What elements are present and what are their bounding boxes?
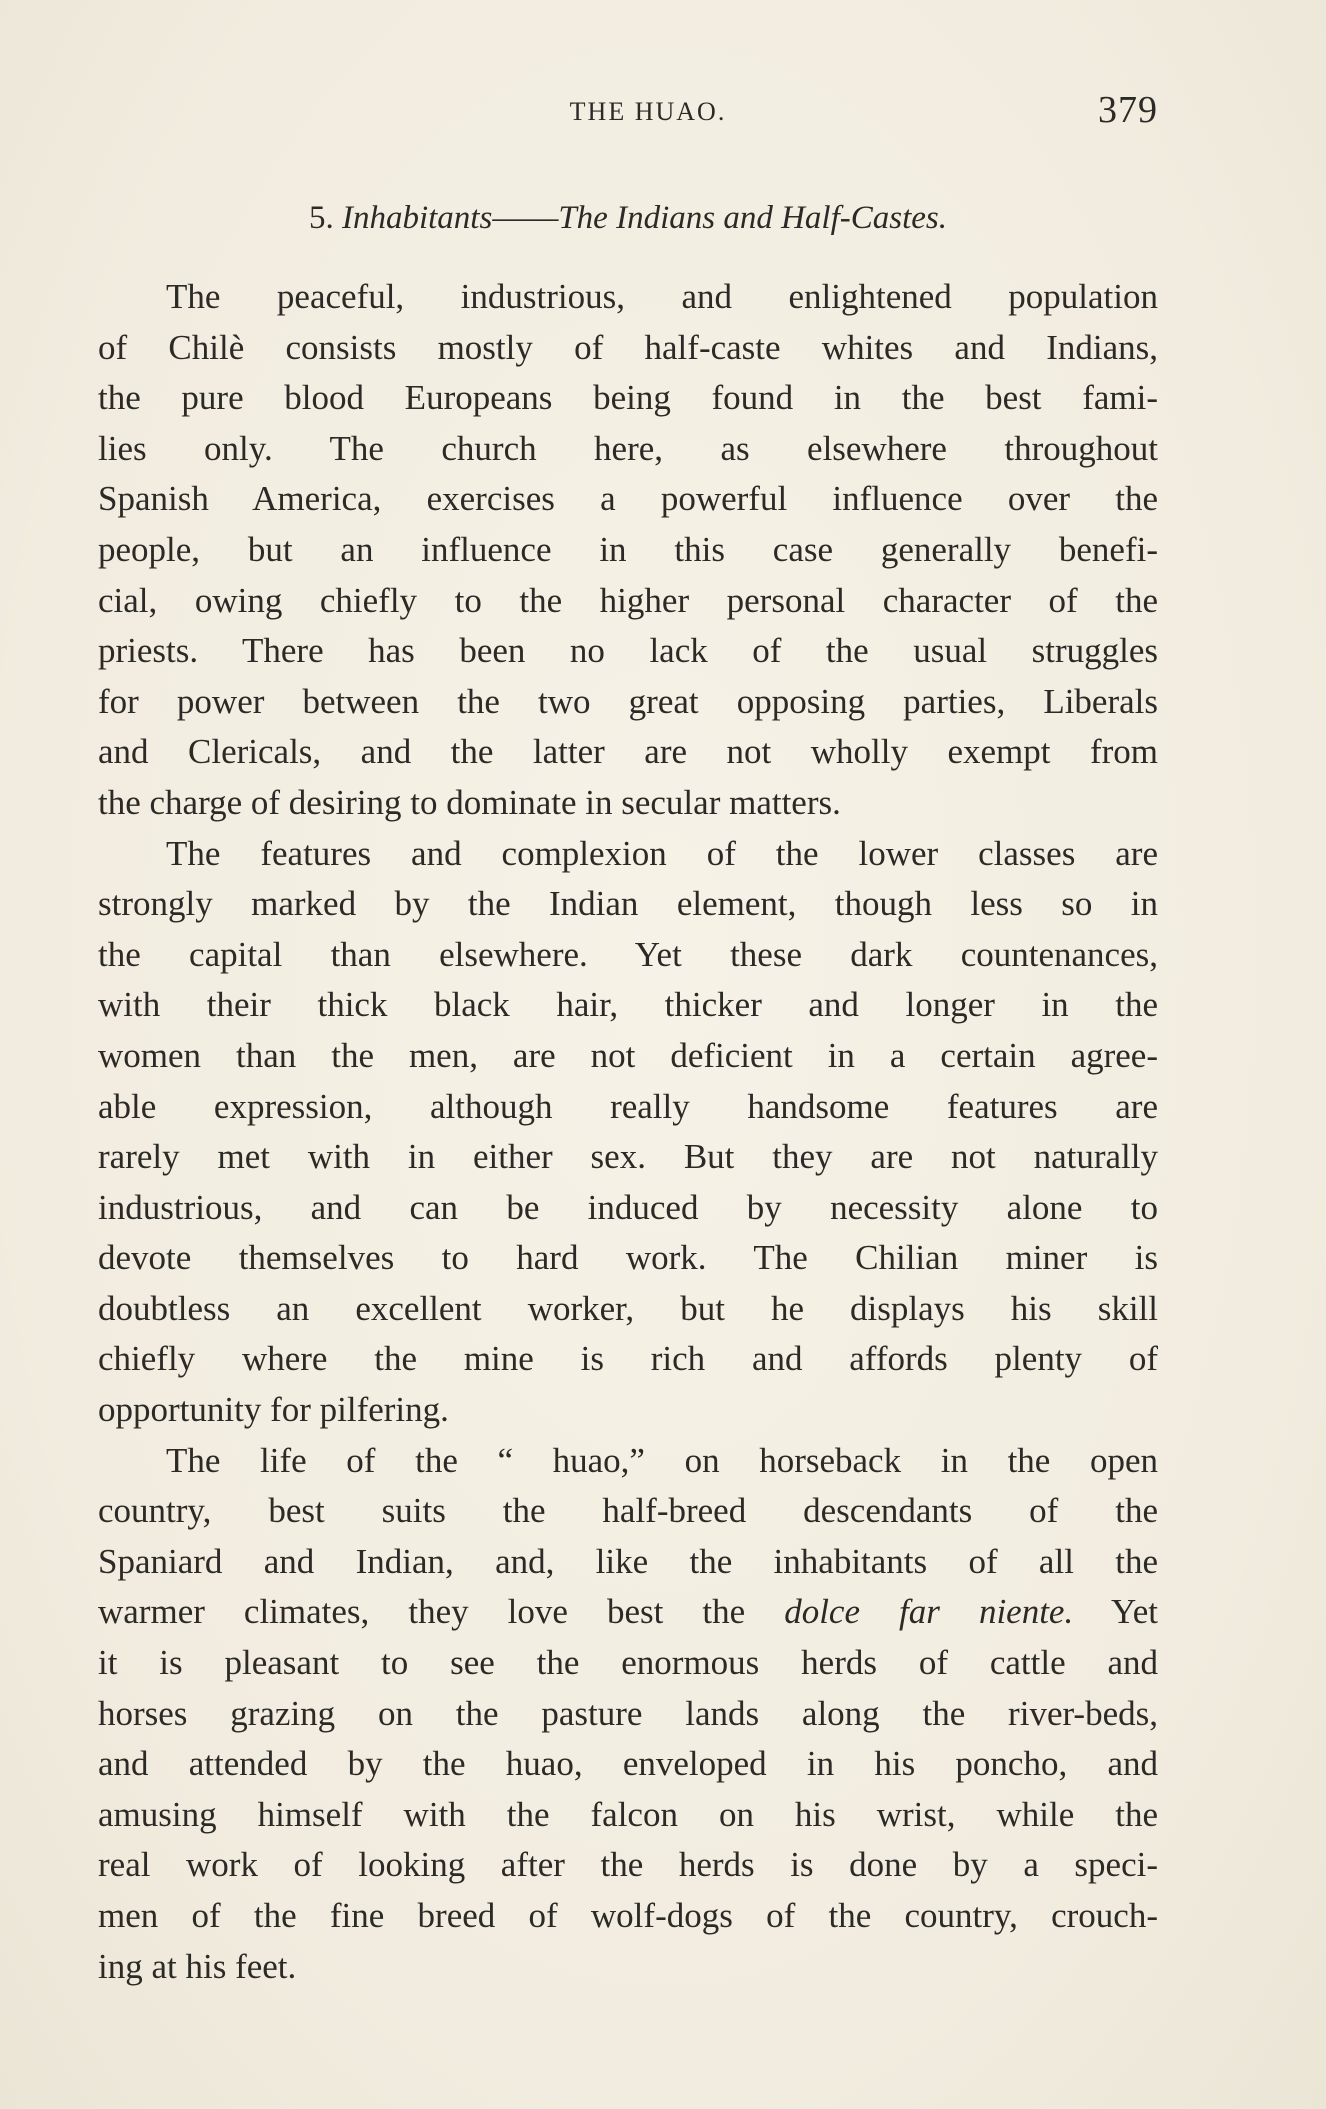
- paragraph-2: [98, 829, 1158, 1436]
- text-line: men of the fine breed of wolf-dogs of the country, crouch-: [98, 1896, 1158, 1935]
- text-line: Spaniard and Indian, and, like the inhabitants of all the: [98, 1541, 1158, 1581]
- text-line: real work of looking after the herds is done by a speci-: [98, 1845, 1158, 1885]
- text-line: the pure blood Europeans being found in the best fami-: [98, 378, 1158, 418]
- page-number: 379: [1098, 89, 1158, 131]
- text-line: ing at his feet.: [98, 1946, 297, 1986]
- text-line: Spanish America, exercises a powerful influence over the: [98, 479, 1158, 519]
- text-line: the charge of desiring to dominate in secular matters.: [98, 782, 841, 822]
- text-line: chiefly where the mine is rich and affords plenty of: [98, 1339, 1158, 1379]
- text-line: for power between the two great opposing parties, Liberals: [98, 681, 1158, 721]
- body-text: [98, 272, 1158, 1992]
- text-line: horses grazing on the pasture lands along the river-beds,: [98, 1693, 1158, 1733]
- section-title-dash: ——: [492, 200, 559, 236]
- text-line: women than the men, are not deficient in a certain agree-: [98, 1035, 1158, 1075]
- text-fragment: Yet: [1073, 1592, 1158, 1632]
- text-line: opportunity for pilfering.: [98, 1390, 449, 1430]
- paragraph-3: [98, 1436, 1158, 1993]
- text-line: able expression, although really handsome features are: [98, 1086, 1158, 1126]
- text-line: The peaceful, industrious, and enlightened population: [166, 277, 1158, 316]
- text-line: lies only. The church here, as elsewhere throughout: [98, 428, 1158, 468]
- italic-phrase: dolce far niente.: [784, 1592, 1074, 1632]
- text-line: country, best suits the half-breed descendants of the: [98, 1491, 1158, 1531]
- text-line: The features and complexion of the lower classes are: [166, 833, 1158, 873]
- text-line: and attended by the huao, enveloped in his poncho, and: [98, 1744, 1158, 1784]
- text-line: with their thick black hair, thicker and longer in the: [98, 985, 1158, 1025]
- text-line: the capital than elsewhere. Yet these dark countenances,: [98, 934, 1158, 974]
- running-title: THE HUAO.: [569, 97, 727, 126]
- text-line: devote themselves to hard work. The Chilian miner is: [98, 1238, 1158, 1278]
- text-line: doubtless an excellent worker, but he displays his skill: [98, 1288, 1158, 1328]
- text-line: amusing himself with the falcon on his wrist, while the: [98, 1794, 1158, 1834]
- text-line: people, but an influence in this case generally benefi-: [98, 529, 1158, 569]
- text-line: strongly marked by the Indian element, though less so in: [98, 884, 1158, 924]
- text-line-with-italic: [98, 1587, 1158, 1638]
- text-fragment: warmer climates, they love best the: [98, 1592, 785, 1632]
- running-head: [98, 89, 1158, 132]
- section-number: 5.: [308, 200, 334, 236]
- text-line: and Clericals, and the latter are not wholly exempt from: [98, 732, 1158, 772]
- text-line: The life of the “ huao,” on horseback in the open: [166, 1440, 1158, 1480]
- text-line: rarely met with in either sex. But they are not naturally: [98, 1137, 1158, 1177]
- section-title-part2: The Indians and Half-Castes.: [558, 200, 947, 236]
- text-line: industrious, and can be induced by necessity alone to: [98, 1187, 1158, 1227]
- text-line: of Chilè consists mostly of half-caste whites and Indians,: [98, 327, 1158, 367]
- text-line: priests. There has been no lack of the usual struggles: [98, 631, 1158, 671]
- section-title-part1: Inhabitants: [341, 200, 493, 236]
- text-line: it is pleasant to see the enormous herds of cattle and: [98, 1643, 1158, 1683]
- paragraph-1: [98, 272, 1158, 829]
- section-heading: [98, 196, 1158, 240]
- text-line: cial, owing chiefly to the higher personal character of the: [98, 580, 1158, 620]
